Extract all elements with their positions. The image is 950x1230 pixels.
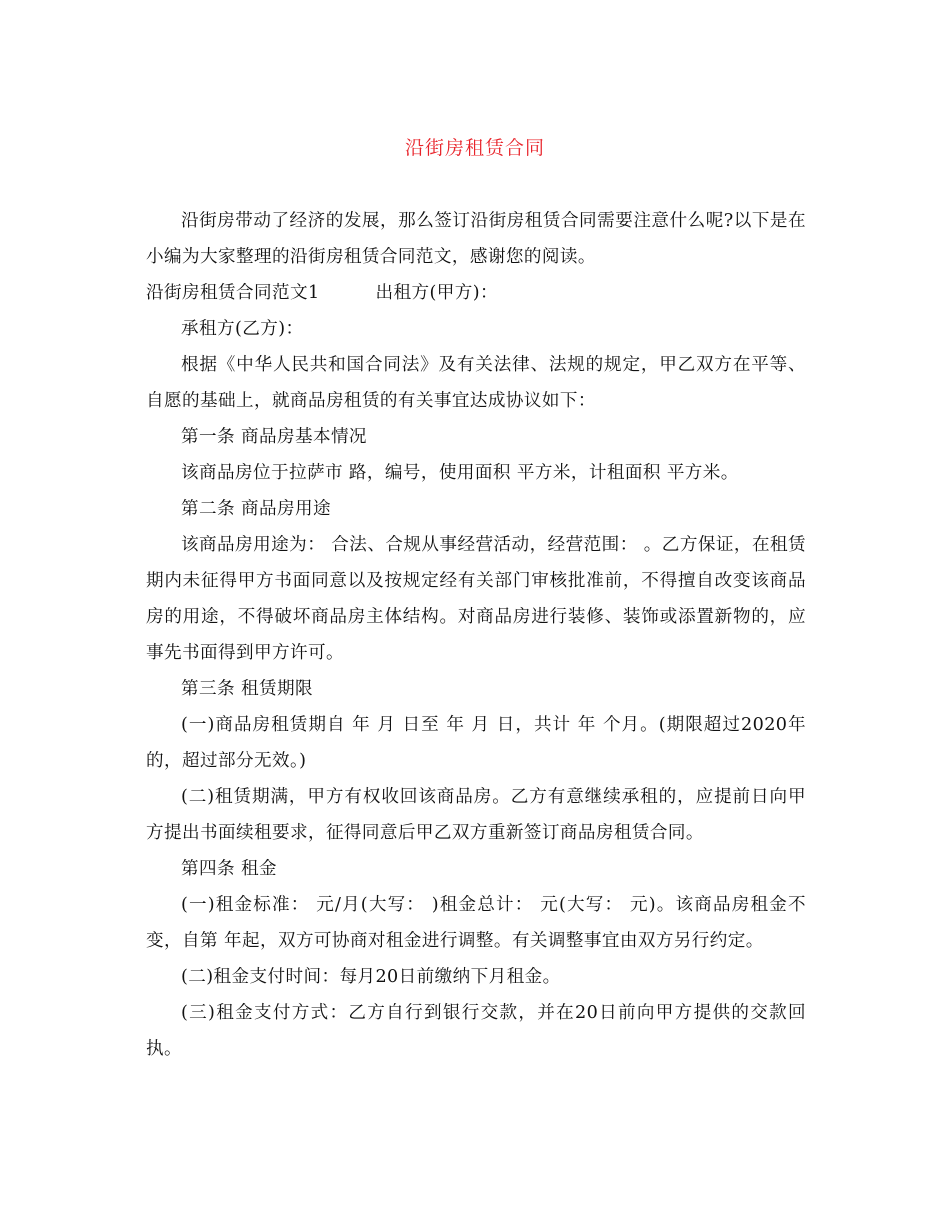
article4-title: 第四条 租金 — [181, 859, 277, 879]
article4-item1: (一)租金标准： 元/月(大写： )租金总计： 元(大写： 元)。该商品房租金不变，自第 年起，双方可协商对租金进行调整。有关调整事宜由双方另行约定。 — [146, 895, 806, 951]
sample-heading: 沿街房租赁合同范文1 — [146, 283, 320, 303]
document-title: 沿街房租赁合同 — [404, 137, 545, 159]
article4-item2: (二)租金支付时间：每月20日前缴纳下月租金。 — [181, 967, 561, 987]
article4-item3: (三)租金支付方式：乙方自行到银行交款，并在20日前向甲方提供的交款回执。 — [146, 1003, 806, 1059]
article1-text: 该商品房位于拉萨市 路，编号，使用面积 平方米，计租面积 平方米。 — [181, 463, 739, 483]
lessor-label: 出租方(甲方)： — [375, 283, 499, 303]
article3-item2: (二)租赁期满，甲方有权收回该商品房。乙方有意继续承租的，应提前日向甲方提出书面续租要求，征得同意后甲乙双方重新签订商品房租赁合同。 — [146, 787, 806, 843]
preamble-paragraph: 根据《中华人民共和国合同法》及有关法律、法规的规定，甲乙双方在平等、自愿的基础上，就商品房租赁的有关事宜达成协议如下： — [146, 355, 806, 411]
lessee-label: 承租方(乙方)： — [181, 319, 304, 339]
intro-paragraph: 沿街房带动了经济的发展，那么签订沿街房租赁合同需要注意什么呢?以下是在小编为大家整理的沿街房租赁合同范文，感谢您的阅读。 — [146, 211, 806, 267]
sample-heading-line — [146, 275, 806, 311]
article3-title: 第三条 租赁期限 — [181, 679, 313, 699]
article1-title: 第一条 商品房基本情况 — [181, 427, 367, 447]
article2-title: 第二条 商品房用途 — [181, 499, 331, 519]
document-body — [146, 203, 806, 1067]
article3-item1: (一)商品房租赁期自 年 月 日至 年 月 日，共计 年 个月。(期限超过2020年的，超过部分无效。) — [146, 715, 806, 771]
article2-text: 该商品房用途为： 合法、合规从事经营活动，经营范围： 。乙方保证，在租赁期内未征得甲方书面同意以及按规定经有关部门审核批准前，不得擅自改变该商品房的用途，不得破坏商品房主体结构。对商品房进行装修、装饰或添置新物的，应事先书面得到甲方许可。 — [146, 535, 806, 663]
